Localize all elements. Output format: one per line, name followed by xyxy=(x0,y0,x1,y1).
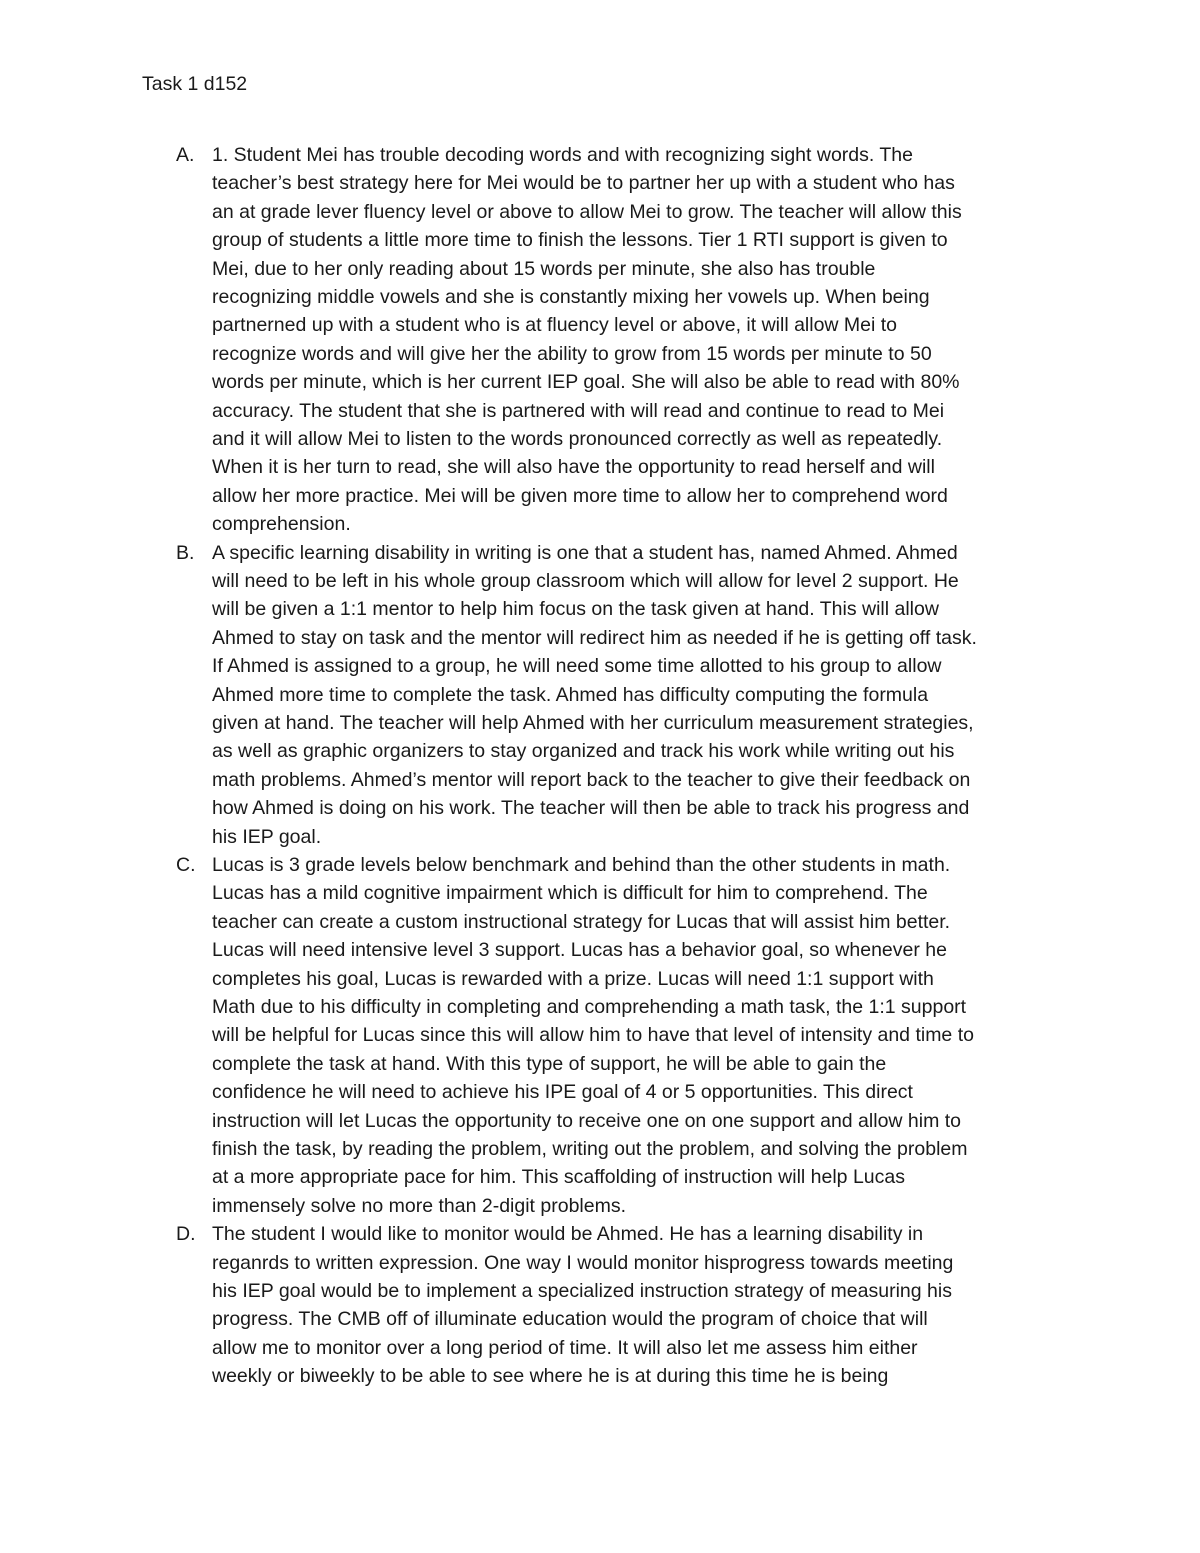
text-line: words per minute, which is her current IEP goal. She will also be able to read with 80% xyxy=(212,371,960,394)
text-line: teacher can create a custom instructional strategy for Lucas that will assist him better. xyxy=(212,910,951,933)
text-line: If Ahmed is assigned to a group, he will need some time allotted to his group to allow xyxy=(212,655,942,678)
text-line: as well as graphic organizers to stay organized and track his work while writing out his xyxy=(212,740,955,763)
text-line: confidence he will need to achieve his IPE goal of 4 or 5 opportunities. This direct xyxy=(212,1081,913,1104)
text-line: given at hand. The teacher will help Ahmed with her curriculum measurement strategies, xyxy=(212,711,974,734)
text-line: teacher’s best strategy here for Mei would be to partner her up with a student who has xyxy=(212,172,955,195)
text-line: accuracy. The student that she is partnered with will read and continue to read to Mei xyxy=(212,399,945,422)
text-line: and it will allow Mei to listen to the words pronounced correctly as well as repeatedly. xyxy=(212,428,943,450)
text-line: allow me to monitor over a long period of time. It will also let me assess him either xyxy=(212,1336,918,1359)
text-line: completes his goal, Lucas is rewarded with a prize. Lucas will need 1:1 support with xyxy=(212,967,934,990)
text-line: immensely solve no more than 2-digit problems. xyxy=(212,1194,627,1217)
text-line: how Ahmed is doing on his work. The teacher will then be able to track his progress and xyxy=(212,797,970,820)
text-line: Lucas has a mild cognitive impairment which is difficult for him to comprehend. The xyxy=(212,882,928,905)
text-line: recognizing middle vowels and she is constantly mixing her vowels up. When being xyxy=(212,286,930,308)
text-line: his IEP goal would be to implement a specialized instruction strategy of measuring his xyxy=(212,1279,952,1302)
text-line: instruction will let Lucas the opportunity to receive one on one support and allow him to xyxy=(212,1109,962,1132)
section-marker: D. xyxy=(176,1223,196,1246)
text-line: will be given a 1:1 mentor to help him focus on the task given at hand. This will allow xyxy=(212,598,939,621)
text-line: finish the task, by reading the problem, writing out the problem, and solving the problem xyxy=(212,1138,968,1160)
text-line: Ahmed to stay on task and the mentor will redirect him as needed if he is getting off task. xyxy=(212,626,977,649)
text-line: When it is her turn to read, she will also have the opportunity to read herself and will xyxy=(212,456,935,479)
text-line: allow her more practice. Mei will be given more time to allow her to comprehend word xyxy=(212,484,948,507)
text-line: progress. The CMB off of illuminate education would the program of choice that will xyxy=(212,1308,928,1331)
text-line: partnerned up with a student who is at fluency level or above, it will allow Mei to xyxy=(212,314,898,337)
text-line: an at grade lever fluency level or above to allow Mei to grow. The teacher will allow this xyxy=(212,200,962,223)
text-line: Lucas is 3 grade levels below benchmark and behind than the other students in math. xyxy=(212,854,951,876)
text-line: Ahmed more time to complete the task. Ahmed has difficulty computing the formula xyxy=(212,683,929,706)
text-line: Math due to his difficulty in completing and comprehending a math task, the 1:1 support xyxy=(212,996,967,1018)
text-line: recognize words and will give her the ability to grow from 15 words per minute to 50 xyxy=(212,342,932,365)
text-line: The student I would like to monitor would be Ahmed. He has a learning disability in xyxy=(212,1223,924,1246)
text-line: at a more appropriate pace for him. This scaffolding of instruction will help Lucas xyxy=(212,1166,905,1189)
text-line: weekly or biweekly to be able to see where he is at during this time he is being xyxy=(212,1365,889,1388)
text-line: math problems. Ahmed’s mentor will report back to the teacher to give their feedback on xyxy=(212,768,971,791)
text-line: comprehension. xyxy=(212,513,351,536)
text-line: Mei, due to her only reading about 15 words per minute, she also has trouble xyxy=(212,257,876,280)
document-title: Task 1 d152 xyxy=(142,73,248,95)
text-line: complete the task at hand. With this type of support, he will be able to gain the xyxy=(212,1052,887,1075)
text-line: his IEP goal. xyxy=(212,825,322,848)
section-marker: B. xyxy=(176,541,195,564)
section-marker: C. xyxy=(176,854,196,876)
text-line: A specific learning disability in writing is one that a student has, named Ahmed. Ahmed xyxy=(212,541,958,564)
text-line: will be helpful for Lucas since this will allow him to have that level of intensity and time to xyxy=(212,1024,974,1047)
text-line: will need to be left in his whole group classroom which will allow for level 2 support. He xyxy=(212,569,959,592)
text-line: reganrds to written expression. One way I would monitor hisprogress towards meeting xyxy=(212,1251,954,1274)
text-line: group of students a little more time to finish the lessons. Tier 1 RTI support is given to xyxy=(212,229,948,252)
text-line: Lucas will need intensive level 3 support. Lucas has a behavior goal, so whenever he xyxy=(212,939,947,962)
section-marker: A. xyxy=(176,144,195,166)
text-line: 1. Student Mei has trouble decoding words and with recognizing sight words. The xyxy=(212,144,913,166)
